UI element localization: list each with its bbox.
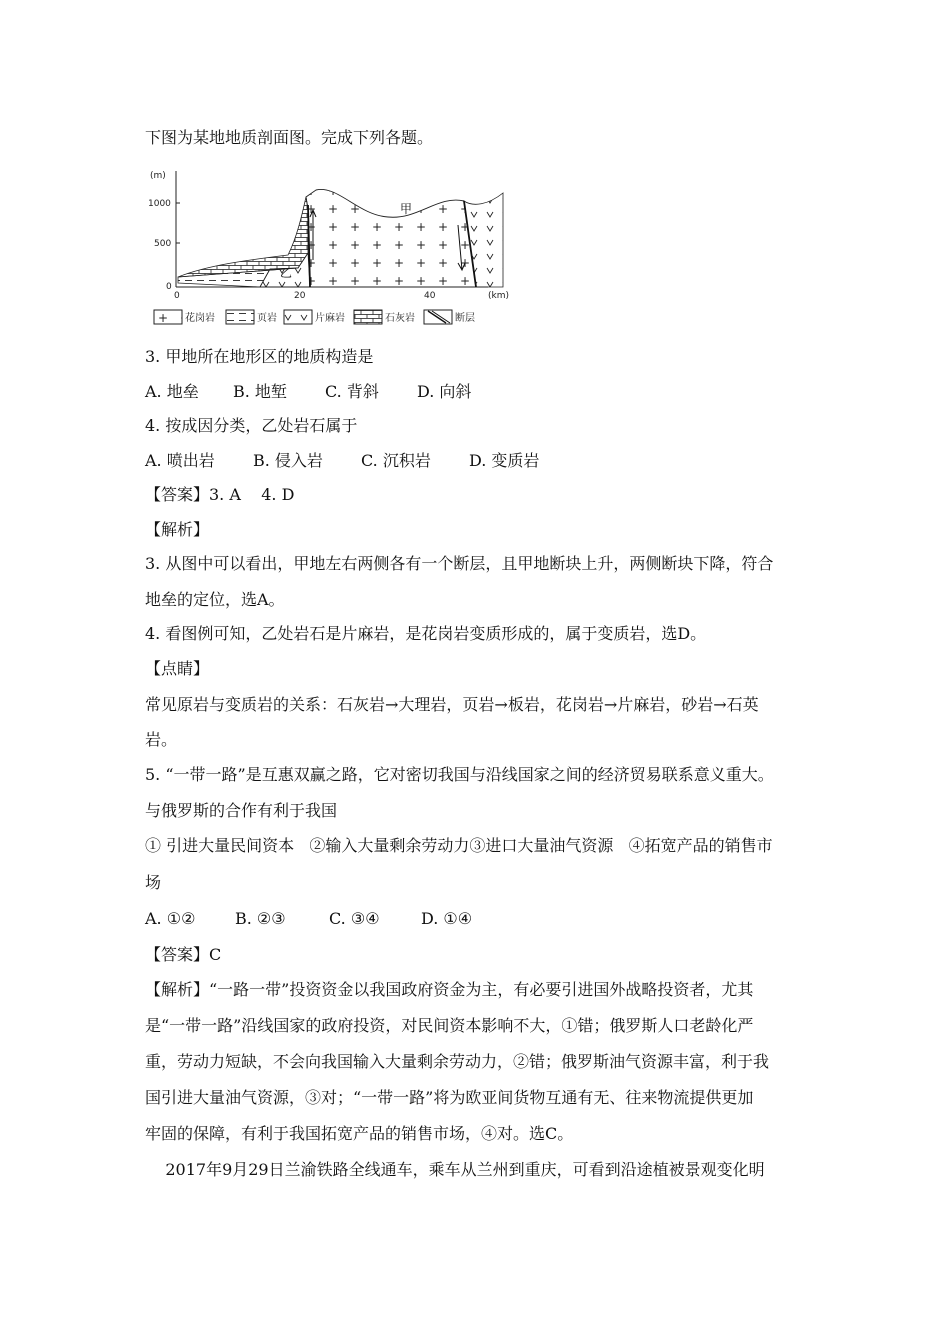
dianjing-heading: 【点睛】: [145, 659, 210, 678]
y-unit-label: (m): [150, 171, 166, 181]
next-passage-line: 2017年9月29日兰渝铁路全线通车，乘车从兰州到重庆，可看到沿途植被景观变化明: [145, 1160, 765, 1179]
intro-text: 下图为某地地质剖面图。完成下列各题。: [145, 128, 434, 147]
legend-fault: 断层: [455, 313, 475, 324]
label-yi: 乙: [280, 266, 293, 280]
q3-option-b: B. 地堑: [233, 382, 287, 401]
q4-options: [145, 451, 539, 471]
x-unit-label: (km): [488, 291, 510, 301]
analysis-5-line5: 牢固的保障，有利于我国拓宽产品的销售市场，④对。选C。: [145, 1124, 574, 1143]
q3-stem: 3. 甲地所在地形区的地质构造是: [145, 347, 374, 366]
answer-5: 【答案】C: [145, 945, 222, 964]
q5-options: [145, 909, 472, 929]
analysis-5-line2: 是“一带一路”沿线国家的政府投资，对民间资本影响不大，①错；俄罗斯人口老龄化严: [145, 1016, 754, 1035]
q4-option-b: B. 侵入岩: [253, 451, 323, 470]
label-jia: 甲: [400, 202, 413, 216]
q5-line4: 场: [145, 873, 162, 892]
analysis-3-line2: 地垒的定位，选A。: [145, 590, 285, 609]
q5-line2: 与俄罗斯的合作有利于我国: [145, 801, 338, 820]
granite-block: [306, 189, 476, 287]
q3-options: [145, 382, 471, 402]
q5-line3: ① 引进大量民间资本 ②输入大量剩余劳动力③进口大量油气资源 ④拓宽产品的销售市: [145, 836, 773, 855]
y-tick-500: 500: [154, 239, 172, 249]
analysis-heading: 【解析】: [145, 520, 210, 539]
legend-gneiss: 片麻岩: [315, 313, 345, 324]
x-tick-40: 40: [424, 291, 436, 301]
analysis-5-line4: 国引进大量油气资源，③对；“一带一路”将为欧亚间货物互通有无、往来物流提供更加: [145, 1088, 754, 1107]
analysis-5-line3: 重，劳动力短缺，不会向我国输入大量剩余劳动力，②错；俄罗斯油气资源丰富，利于我: [145, 1052, 770, 1071]
q5-option-a: A. ①②: [145, 909, 196, 928]
x-tick-20: 20: [294, 291, 306, 301]
analysis-5-line1: 【解析】“一路一带”投资资金以我国政府资金为主，有必要引进国外战略投资者，尤其: [145, 980, 754, 999]
q3-option-d: D. 向斜: [417, 382, 472, 401]
q5-line1: 5. “一带一路”是互惠双赢之路，它对密切我国与沿线国家之间的经济贸易联系意义重大。: [145, 765, 774, 784]
legend-limestone: 石灰岩: [385, 313, 415, 324]
q5-option-d: D. ①④: [421, 909, 473, 928]
q5-option-c: C. ③④: [329, 909, 380, 928]
analysis-3-line1: 3. 从图中可以看出，甲地左右两侧各有一个断层，且甲地断块上升，两侧断块下降，符合: [145, 554, 774, 573]
legend-granite: 花岗岩: [185, 313, 215, 324]
q4-option-d: D. 变质岩: [469, 451, 540, 470]
q4-stem: 4. 按成因分类，乙处岩石属于: [145, 416, 358, 435]
legend: [154, 310, 475, 324]
y-tick-0: 0: [166, 282, 172, 292]
x-tick-0: 0: [174, 291, 180, 301]
q3-option-c: C. 背斜: [325, 382, 379, 401]
dianjing-line2: 岩。: [145, 730, 178, 749]
answer-3-4: 【答案】3. A 4. D: [145, 485, 295, 504]
analysis-4: 4. 看图例可知，乙处岩石是片麻岩，是花岗岩变质形成的，属于变质岩，选D。: [145, 624, 707, 643]
q4-option-a: A. 喷出岩: [145, 451, 215, 470]
limestone-layer: [178, 197, 308, 277]
geologic-cross-section-figure: [148, 165, 518, 335]
q4-option-c: C. 沉积岩: [361, 451, 431, 470]
dianjing-line1: 常见原岩与变质岩的关系：石灰岩→大理岩，页岩→板岩，花岗岩→片麻岩，砂岩→石英: [145, 695, 759, 714]
q5-option-b: B. ②③: [235, 909, 286, 928]
legend-shale: 页岩: [257, 313, 277, 324]
q3-option-a: A. 地垒: [145, 382, 199, 401]
y-tick-1000: 1000: [148, 199, 171, 209]
